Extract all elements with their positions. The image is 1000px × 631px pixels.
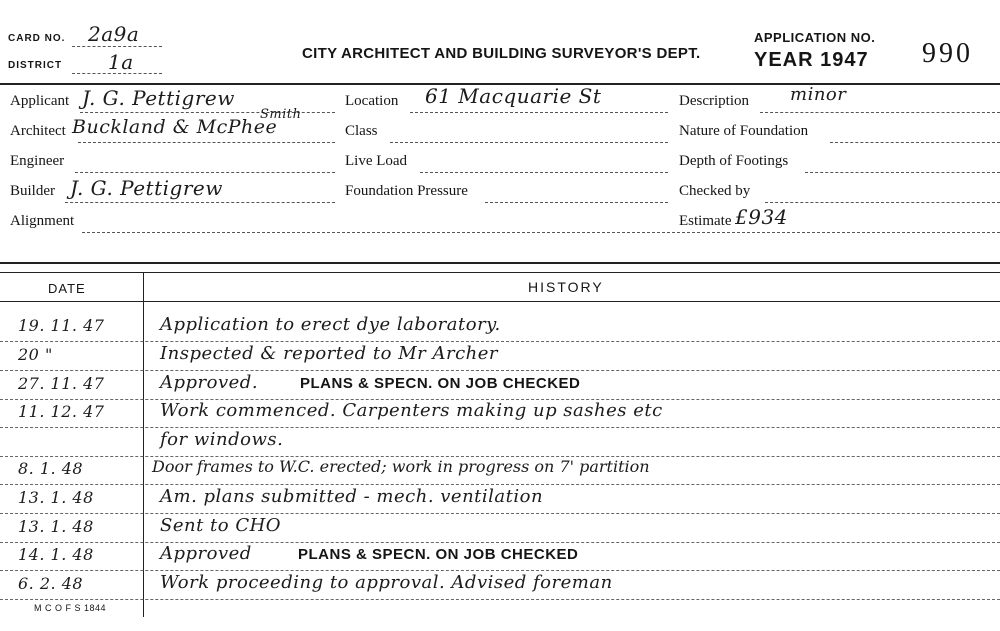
row-line <box>0 599 1000 600</box>
architect-label: Architect <box>10 123 66 139</box>
applicant-value: J. G. Pettigrew <box>82 86 235 110</box>
location-label: Location <box>345 93 399 109</box>
row-line <box>0 570 1000 571</box>
history-date: 13. 1. 48 <box>18 517 94 536</box>
history-stamp: PLANS & SPECN. ON JOB CHECKED <box>300 375 581 392</box>
card-no-line <box>72 46 162 47</box>
history-second-rule <box>0 272 1000 273</box>
history-text: Approved. <box>160 372 259 393</box>
live-load-line <box>420 172 668 173</box>
location-line <box>410 112 668 113</box>
description-line <box>760 112 1000 113</box>
form-code: M C O F S 1844 <box>34 603 107 613</box>
date-header: DATE <box>48 281 86 296</box>
description-label: Description <box>679 93 749 109</box>
history-text: Sent to CHO <box>160 515 282 536</box>
application-number: 990 <box>922 38 973 69</box>
district-value: 1a <box>108 50 134 74</box>
description-value: minor <box>790 84 847 105</box>
engineer-label: Engineer <box>10 153 65 169</box>
live-load-label: Live Load <box>345 153 408 169</box>
architect-note: Smith <box>260 107 302 122</box>
builder-label: Builder <box>10 183 55 199</box>
history-date: 8. 1. 48 <box>18 459 84 478</box>
history-date: 19. 11. 47 <box>18 316 105 335</box>
builder-line <box>65 202 335 203</box>
history-date: 27. 11. 47 <box>18 374 105 393</box>
checked-by-label: Checked by <box>679 183 751 199</box>
card-no-label: CARD NO. <box>8 33 66 44</box>
history-text: Work commenced. Carpenters making up sashes etc <box>160 400 663 421</box>
history-text: Door frames to W.C. erected; work in progress on 7' partition <box>152 457 650 476</box>
application-label: APPLICATION NO. <box>754 30 876 45</box>
location-value: 61 Macquarie St <box>425 84 602 108</box>
row-line <box>0 542 1000 543</box>
row-line <box>0 427 1000 428</box>
history-text: Inspected & reported to Mr Archer <box>160 343 499 364</box>
builder-value: J. G. Pettigrew <box>70 176 223 200</box>
history-stamp: PLANS & SPECN. ON JOB CHECKED <box>298 546 579 563</box>
architect-line <box>78 142 335 143</box>
nature-of-foundation-label: Nature of Foundation <box>679 123 809 139</box>
architect-value: Buckland & McPhee <box>72 116 278 138</box>
history-text: for windows. <box>160 429 284 450</box>
department-title: CITY ARCHITECT AND BUILDING SURVEYOR'S DEPT. <box>302 45 701 62</box>
district-label: DISTRICT <box>8 60 63 71</box>
depth-of-footings-label: Depth of Footings <box>679 153 789 169</box>
history-date: 20 " <box>18 345 53 364</box>
checked-by-line <box>765 202 1000 203</box>
foundation-pressure-line <box>485 202 668 203</box>
history-date: 14. 1. 48 <box>18 545 94 564</box>
depth-of-footings-line <box>805 172 1000 173</box>
applicant-label: Applicant <box>10 93 70 109</box>
history-text: Work proceeding to approval. Advised foreman <box>160 572 613 593</box>
history-text: Approved <box>160 543 252 564</box>
history-date: 11. 12. 47 <box>18 402 105 421</box>
history-text: Application to erect dye laboratory. <box>160 314 501 335</box>
alignment-line <box>82 232 1000 233</box>
foundation-pressure-label: Foundation Pressure <box>345 183 468 199</box>
row-line <box>0 513 1000 514</box>
history-top-rule <box>0 262 1000 264</box>
history-date: 6. 2. 48 <box>18 574 84 593</box>
class-label: Class <box>345 123 378 139</box>
card-no-value: 2a9a <box>88 22 140 46</box>
history-date: 13. 1. 48 <box>18 488 94 507</box>
district-line <box>72 73 162 74</box>
row-line <box>0 370 1000 371</box>
row-line <box>0 484 1000 485</box>
alignment-label: Alignment <box>10 213 75 229</box>
history-column-divider <box>143 272 144 617</box>
engineer-line <box>75 172 335 173</box>
estimate-label: Estimate <box>679 213 732 229</box>
history-header-rule <box>0 301 1000 302</box>
estimate-value: £934 <box>735 205 788 229</box>
history-header: HISTORY <box>528 279 604 295</box>
year-label: YEAR 1947 <box>754 49 869 71</box>
nature-of-foundation-line <box>830 142 1000 143</box>
class-line <box>390 142 668 143</box>
history-text: Am. plans submitted - mech. ventilation <box>160 486 544 507</box>
row-line <box>0 341 1000 342</box>
